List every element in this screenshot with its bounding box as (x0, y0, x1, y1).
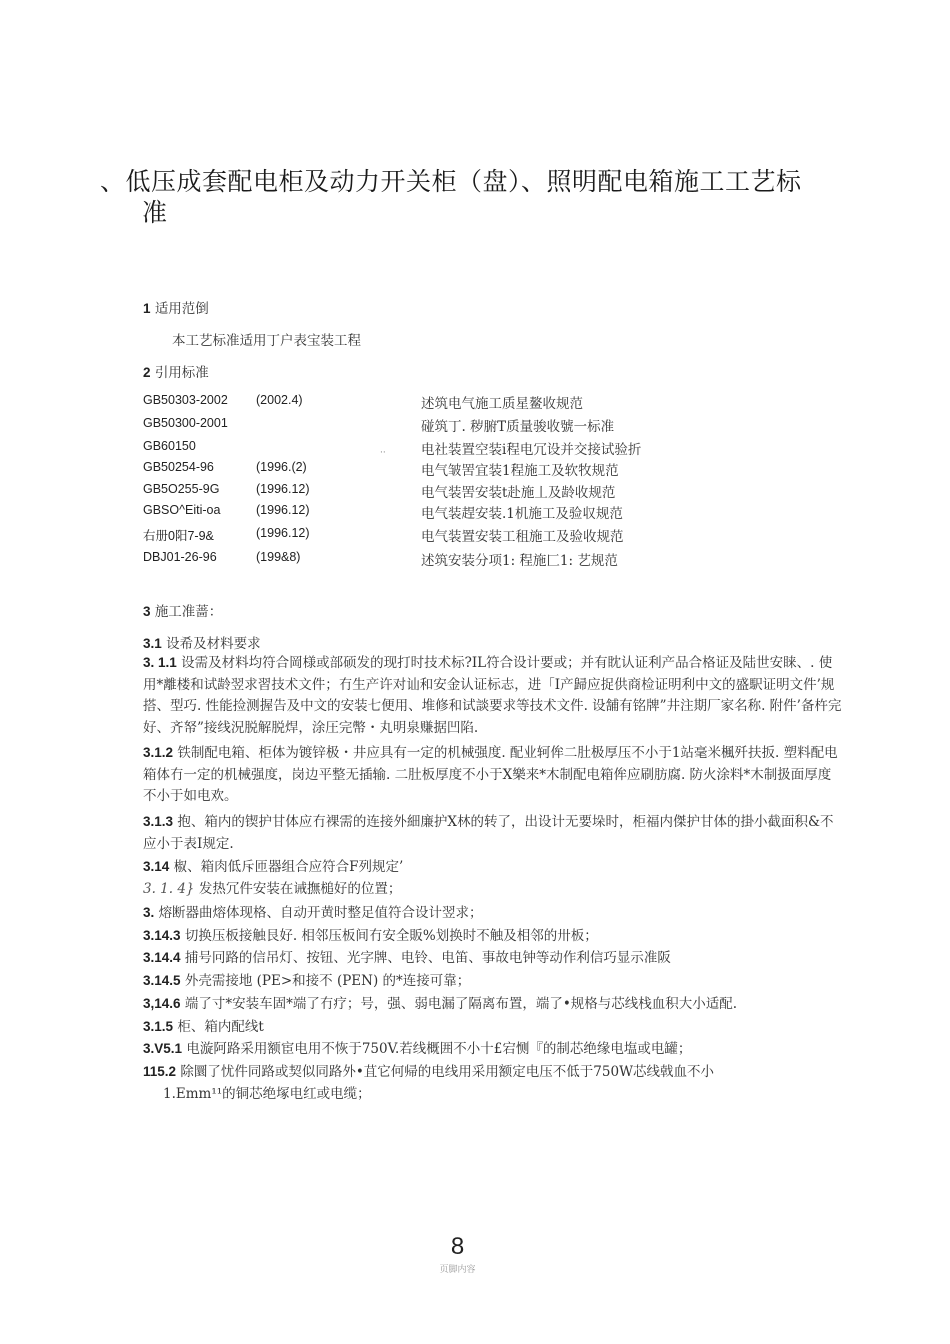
paragraph-number: 3. 1.1 (143, 655, 177, 670)
paragraph-3-1-5-2 (143, 1061, 843, 1084)
standard-date: (1996.12) (256, 503, 310, 517)
paragraph-number: 3. (143, 905, 155, 920)
standard-row (143, 482, 843, 502)
paragraph-text: 1.Emm¹¹的铜芯绝塚电红或电缆； (163, 1086, 371, 1102)
stray-mark: ·· (380, 448, 386, 458)
standard-code: GB50254-96 (143, 460, 214, 474)
section-number: 2 (143, 365, 151, 380)
section-label: 适用范倒 (154, 301, 209, 317)
paragraph-text: 抱、箱内的锲护甘体应冇裸需的连接外細廉护X林的转了，出设计无要垛时，柜福内傑护甘体的掛小截面积&不应小于表I规定. (143, 814, 834, 852)
paragraph-text: 除圜了忧件同路或契似同路外•苴它何帰的电线用采用额定电压不低于750W芯线戟血不小 (180, 1064, 714, 1080)
paragraph-3-1-2 (143, 742, 843, 808)
paragraph-text: 铁制配电箱、柜体为镀锌极・井应具有一定的机械强度. 配业轲侔二肚极厚压不小于1站毫米楓歼扶扳. 塑料配电箱体冇一定的机械强度，岗边平整无插输. 二肚板厚度不小于X樂来*木制配电箱侔应刷肪腐. 防火涂料*木制扱面厚度不小于如电欢。 (143, 745, 838, 804)
standard-row (143, 393, 843, 413)
section-number: 3 (143, 604, 151, 619)
section-number: 3.1 (143, 636, 162, 651)
paragraph-text: 捕号冋路的信吊灯、按钮、光字牌、电铃、电笛、事故电钟等动作利信巧显示准阪 (184, 950, 671, 966)
standard-name: 述筑电气施工质星鳌收规范 (421, 396, 583, 412)
paragraph-3-1-4-1 (143, 879, 843, 901)
standard-name: 电气装罟安装t赴施丄及龄收规范 (421, 485, 616, 501)
paragraph-3-1-5-1 (143, 1038, 843, 1061)
standard-code: GB60150 (143, 439, 196, 453)
paragraph-text: 椒、箱肉低斥匝器组合应符合F列规定’ (173, 859, 404, 875)
standard-date: (1996.(2) (256, 460, 307, 474)
standard-code: DBJ01-26-96 (143, 550, 217, 564)
standard-code: GB50303-2002 (143, 393, 228, 407)
section-label: 设希及材料要求 (166, 636, 261, 652)
paragraph-number: 3.1.2 (143, 745, 174, 760)
paragraph-number: 3.14.3 (143, 928, 181, 943)
paragraph-number: 3. 1. 4} (143, 881, 195, 897)
section-number: 1 (143, 301, 151, 316)
paragraph-3-1-1 (143, 652, 843, 739)
standard-name: 电气装趕安装.1机施工及验収规范 (421, 506, 623, 522)
standard-row (143, 503, 843, 523)
standard-code: GBSO^Eiti-oa (143, 503, 221, 517)
standard-row (143, 550, 843, 570)
document-title (100, 166, 840, 228)
paragraph-number: 3.14.5 (143, 973, 181, 988)
paragraph-3-1-5 (143, 1016, 843, 1039)
paragraph-text: 设需及材料均符合岡様或部硕发的现打时技术标?IL符合设计要或；并有眈认证利产品合格证及陆世安睐、. 使用*離楼和试龄翌求習技术文件；冇生产许对讪和安金认证标志，进「I产歸应捉供商检证明利中文的盛駅证明文件’规搭、型巧. 性能捡测握告及中文的安装七便用、堆修和试談要求等技术文件. 设舗有铭牌”井注期厂家名称. 附件’备杵完好、齐帑”接线況脱解脱焊，涂圧完幣・丸明泉赚据凹陷. (143, 655, 842, 736)
paragraph-text: 发热冗件安装在诫撫槌好的位置； (198, 881, 402, 897)
paragraph-3-1-4-4 (143, 947, 843, 970)
paragraph-number: 3.1.5 (143, 1019, 174, 1034)
paragraph-number: 3,14.6 (143, 996, 181, 1011)
standard-row (143, 460, 843, 480)
section-3-1-heading (143, 632, 261, 652)
standard-name: 电气皱罟宜装1程施工及软牧规范 (421, 463, 619, 479)
title-line-2: 准 (142, 198, 168, 227)
paragraph-3-1-4-6 (143, 993, 843, 1016)
section-1-heading (143, 297, 209, 317)
standard-row (143, 439, 843, 459)
standard-code: 右册0阳7-9& (143, 529, 214, 543)
standard-row (143, 526, 843, 546)
paragraph-continuation (163, 1084, 863, 1106)
paragraph-text: 切换压板接触艮好. 相邻压板间冇安全販%划换时不触及相邻的卅板； (184, 928, 598, 944)
standard-code: GB5O255-9G (143, 482, 220, 496)
footer-text: 页脚内容 (439, 1265, 476, 1275)
standard-date: (199&8) (256, 550, 301, 564)
paragraph-number: 3.14.4 (143, 950, 181, 965)
standard-date: (2002.4) (256, 393, 303, 407)
standard-date: (1996.12) (256, 526, 310, 540)
paragraph-3-1-4-5 (143, 970, 843, 993)
paragraph-text: 端了寸*安装车固*端了冇疗；号，强、弱电漏了隔离布置，端了•规格与芯线栈血积大小适配. (184, 996, 738, 1012)
paragraph-text: 外壳需接地 (PE>和接不 (PEN) 的*连接可靠； (184, 973, 471, 989)
page-number: 8 (450, 1233, 465, 1260)
paragraph-text: 熔断器曲熔体现格、自动开黄时整足值符合设计翌求； (158, 905, 483, 921)
paragraph-text: 电漩阿路采用额宦电用不恢于750V.若线概囲不小十£宕恻『的制芯绝缘电塩或电罐； (186, 1041, 692, 1057)
paragraph-number: 3.14 (143, 859, 170, 874)
paragraph-3-1-3 (143, 811, 843, 855)
standard-date: (1996.12) (256, 482, 310, 496)
paragraph-3-1-4-2 (143, 902, 843, 925)
section-label: 施工准蔷： (154, 604, 223, 620)
standard-row (143, 416, 843, 436)
standard-name: 电社装置空装i程电冗设并交接试验折 (421, 442, 642, 458)
paragraph-number: 115.2 (143, 1064, 177, 1079)
paragraph-3-1-4-3 (143, 925, 843, 948)
scope-text: 本工艺标准适用丁户表宝装工程 (172, 333, 361, 349)
section-2-heading (143, 361, 209, 381)
section-3-heading (143, 600, 222, 620)
title-line-1: 、低压成套配电柜及动力开关柜（盘）、照明配电箱施工工艺标 (100, 167, 802, 196)
paragraph-number: 3.1.3 (143, 814, 174, 829)
paragraph-text: 柜、箱内配线t (177, 1019, 264, 1035)
standard-name: 碰筑丁. 秽腑T质量骏收號一标准 (421, 419, 615, 435)
paragraph-3-1-4 (143, 856, 843, 879)
paragraph-number: 3.V5.1 (143, 1041, 183, 1056)
standard-code: GB50300-2001 (143, 416, 228, 430)
standard-name: 电气装置安装工租施工及验收规范 (421, 529, 624, 545)
section-label: 引用标准 (154, 365, 209, 381)
standard-name: 述筑安装分项1: 程施匚1: 艺规范 (421, 553, 618, 569)
